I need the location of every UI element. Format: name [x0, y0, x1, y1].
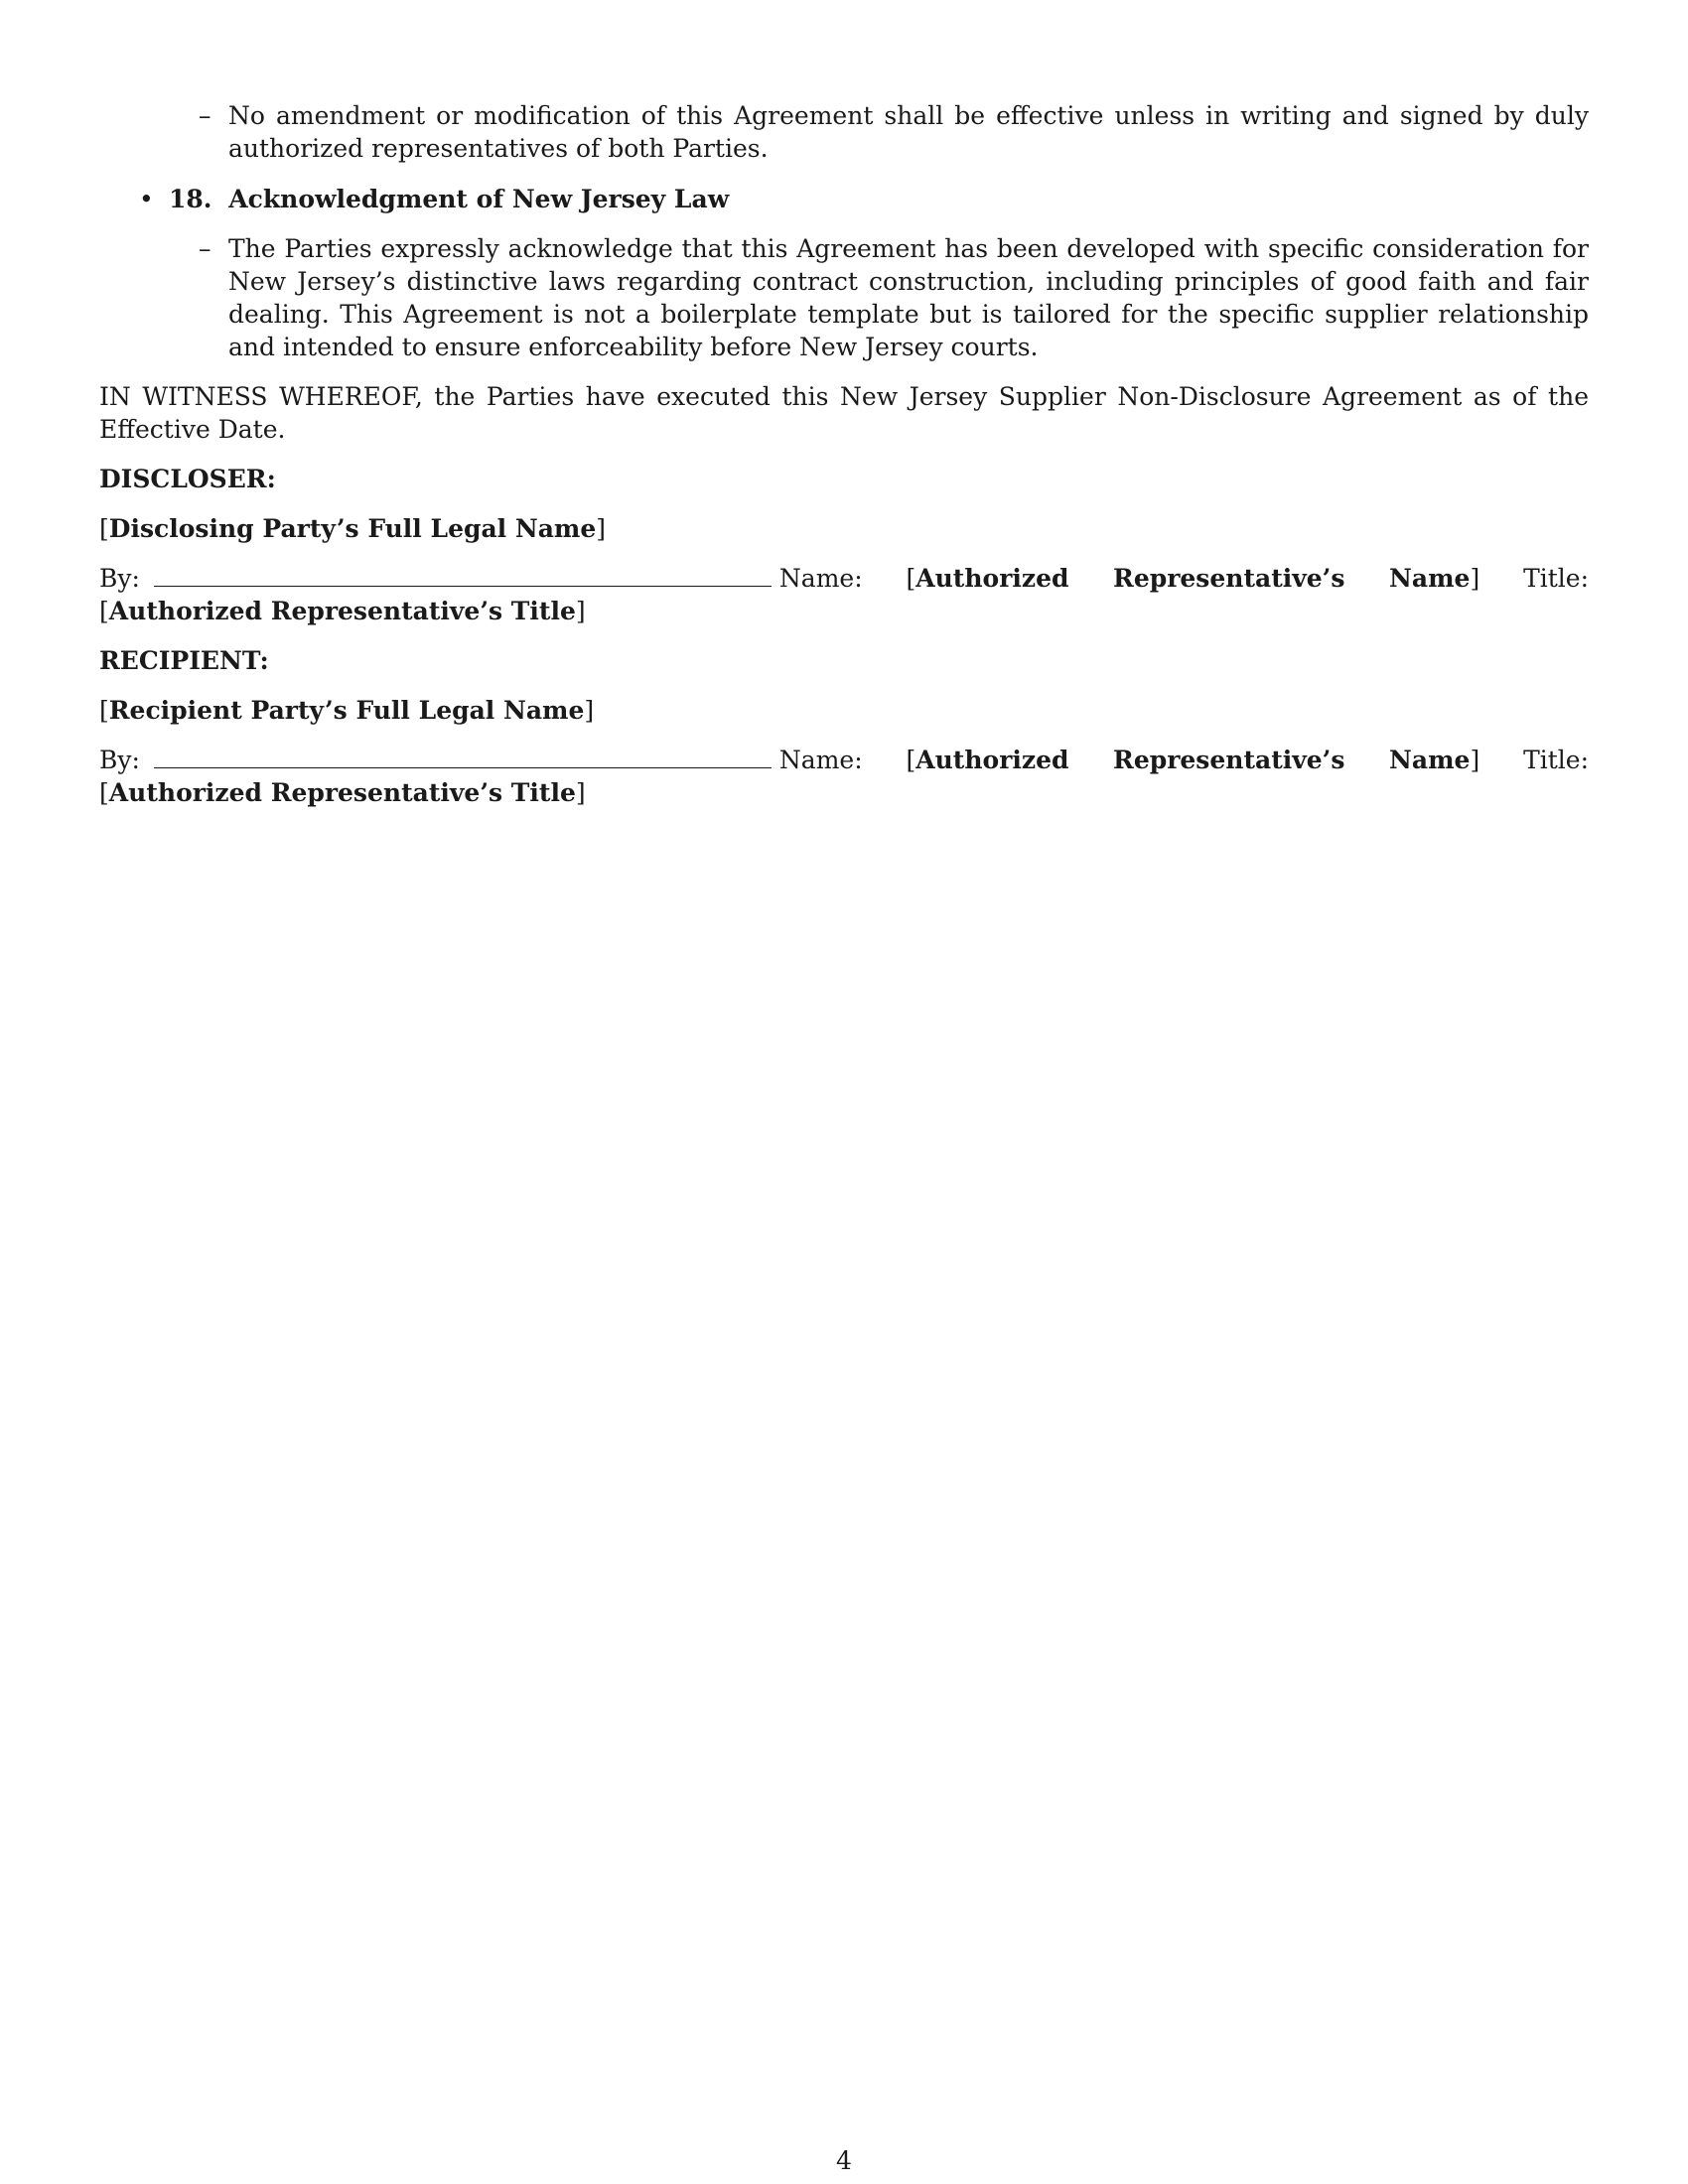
recipient-label: RECIPIENT:	[99, 646, 269, 675]
recipient-party-name: [Recipient Party’s Full Legal Name]	[99, 696, 595, 725]
dash-marker: –	[199, 101, 211, 130]
discloser-party-name-text: Disclosing Party’s Full Legal Name	[108, 514, 597, 543]
recipient-signature-blank[interactable]	[154, 746, 772, 768]
discloser-signature-line: By: Name: [Authorized Representative’s Name] Title: [Authorized Representative’s Title]	[99, 564, 1589, 625]
recipient-party-name-text: Recipient Party’s Full Legal Name	[108, 696, 585, 725]
recipient-by-label: By:	[99, 746, 140, 774]
section-18-item	[199, 232, 1589, 363]
recipient-name-value: Authorized Representative’s Name	[915, 746, 1471, 774]
discloser-by-label: By:	[99, 564, 140, 593]
discloser-name-label: Name:	[778, 564, 863, 593]
section-18-text: The Parties expressly acknowledge that this Agreement has been developed with specific consideration for New Jersey’s distinctive laws regarding contract construction, including principles of good faith and fair dealing. This Agreement is not a boilerplate template but is tailored for the specific supplier relationship and intended to ensure enforceability before New Jersey courts.	[228, 234, 1589, 361]
section-18-title: Acknowledgment of New Jersey Law	[228, 185, 730, 213]
section-18-number: 18.	[169, 185, 212, 213]
section-18-heading	[139, 183, 1589, 215]
section-17-item	[199, 99, 1589, 165]
bullet-marker: •	[139, 185, 154, 213]
discloser-title-label: Title:	[1523, 564, 1589, 593]
discloser-name-value: Authorized Representative’s Name	[915, 564, 1471, 593]
recipient-title-value: Authorized Representative’s Title	[108, 778, 576, 807]
recipient-title-label: Title:	[1523, 746, 1589, 774]
witness-clause: IN WITNESS WHEREOF, the Parties have executed this New Jersey Supplier Non-Disclosure Agreement as of the Effective Date.	[99, 382, 1589, 444]
discloser-label: DISCLOSER:	[99, 465, 276, 493]
dash-marker: –	[199, 234, 211, 263]
discloser-signature-blank[interactable]	[154, 564, 772, 587]
discloser-title-value: Authorized Representative’s Title	[108, 597, 576, 625]
section-17-text: No amendment or modification of this Agreement shall be effective unless in writing and signed by duly authorized representatives of both Parties.	[228, 101, 1589, 163]
recipient-signature-line: By: Name: [Authorized Representative’s Name] Title: [Authorized Representative’s Title]	[99, 746, 1589, 807]
discloser-party-name: [Disclosing Party’s Full Legal Name]	[99, 514, 607, 543]
recipient-name-label: Name:	[778, 746, 863, 774]
page-number: 4	[836, 2146, 852, 2175]
document-page	[99, 99, 1589, 809]
